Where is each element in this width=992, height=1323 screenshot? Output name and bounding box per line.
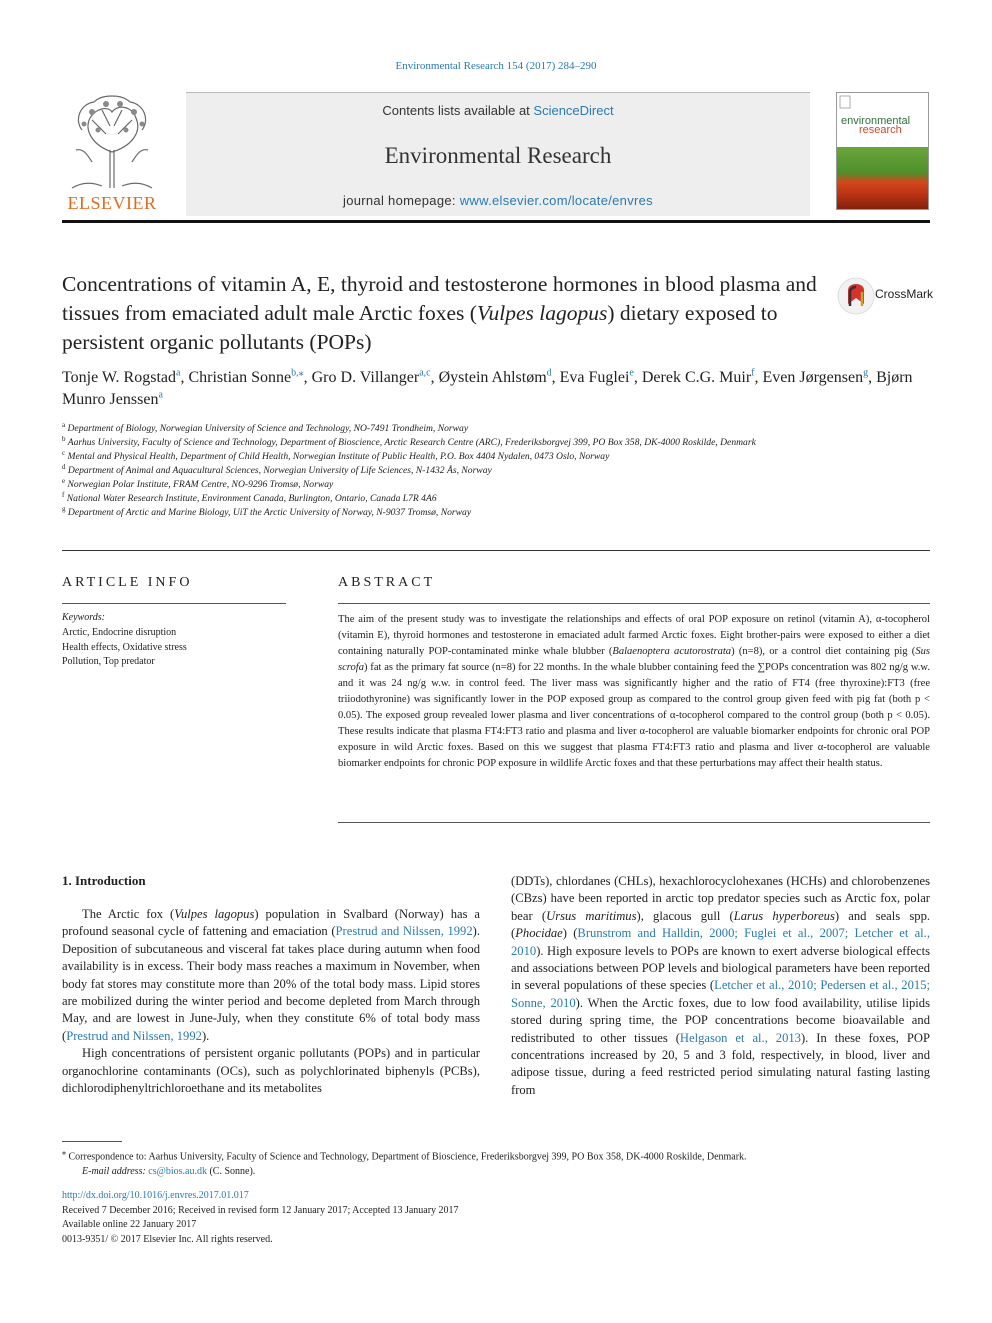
affiliation-list bbox=[62, 422, 922, 520]
affiliation-text: National Water Research Institute, Environment Canada, Burlington, Ontario, Canada L7R 4A6 bbox=[64, 493, 437, 504]
author-name[interactable]: Christian Sonne bbox=[188, 369, 292, 386]
citation-link[interactable]: Helgason et al., 2013 bbox=[679, 1030, 801, 1045]
abstract-species: Sus scrofa bbox=[338, 646, 930, 673]
body-column-left bbox=[62, 906, 480, 1097]
keywords-list bbox=[62, 626, 286, 670]
email-link[interactable]: cs@bios.au.dk bbox=[148, 1166, 207, 1178]
section-divider bbox=[62, 550, 930, 551]
homepage-link[interactable]: www.elsevier.com/locate/envres bbox=[459, 193, 653, 208]
title-part2: ) dietary exposed to persistent organic pollutants (POPs) bbox=[62, 301, 778, 354]
footnote-star: ⁎ bbox=[62, 1148, 66, 1157]
citation-link[interactable]: Prestrud and Nilssen, 1992 bbox=[335, 924, 473, 939]
cover-mini-logo-icon bbox=[837, 93, 929, 113]
affiliation-item bbox=[62, 450, 922, 464]
author-affiliation-marker[interactable]: e bbox=[629, 367, 634, 379]
affiliation-text: Mental and Physical Health, Department of Child Health, Norwegian Institute of Public Health, P.O. Box 4404 Nydalen, 0473 Oslo, Norway bbox=[65, 451, 610, 462]
affiliation-key: c bbox=[62, 448, 66, 457]
abstract-seg: The aim of the present study was to investigate the relationships and effects of oral POP exposure on retinol (vitamin A), α-tocopherol (vitamin E), thyroid hormones and testosterone in emaciated adult farmed Arctic foxes. Eight brother-pairs were exposed to either a diet containing naturally POP-contaminated minke whale blubber ( bbox=[338, 614, 930, 657]
available-online: Available online 22 January 2017 bbox=[62, 1219, 197, 1230]
correspondence-footnote bbox=[62, 1146, 930, 1180]
author-affiliation-marker[interactable]: b,⁎ bbox=[291, 367, 304, 379]
author-name[interactable]: Tonje W. Rogstad bbox=[62, 369, 176, 386]
affiliation-item bbox=[62, 492, 922, 506]
correspondence-address: Correspondence to: Aarhus University, Faculty of Science and Technology, Department of Bioscience, Frederiksborgvej 399, PO Box 358, DK-4000 Roskilde, Denmark. bbox=[66, 1151, 747, 1163]
abstract-seg: ) (n=8), or a control diet containing pig ( bbox=[731, 646, 916, 657]
affiliation-item bbox=[62, 436, 922, 450]
title-species: Vulpes lagopus bbox=[476, 301, 608, 325]
author-name[interactable]: Eva Fuglei bbox=[559, 369, 630, 386]
body-text: ) population in Svalbard (Norway) has a profound seasonal cycle of fattening and emaciation ( bbox=[62, 907, 481, 939]
author-name[interactable]: Even Jørgensen bbox=[762, 369, 864, 386]
doi-link[interactable]: http://dx.doi.org/10.1016/j.envres.2017.01.017 bbox=[62, 1190, 249, 1201]
journal-homepage-line bbox=[186, 193, 810, 208]
sciencedirect-link[interactable]: ScienceDirect bbox=[533, 103, 614, 118]
citation-link[interactable]: Prestrud and Nilssen, 1992 bbox=[66, 1028, 202, 1043]
copyright-line: 0013-9351/ © 2017 Elsevier Inc. All rights reserved. bbox=[62, 1233, 273, 1245]
abstract-species: Balaenoptera acutorostrata bbox=[612, 646, 732, 657]
affiliation-key: f bbox=[62, 490, 65, 499]
abstract-seg: ) fat as the primary fat source (n=8) for 22 months. In the whale blubber containing feed the ∑POPs concentration was 802 ng/g w.w. and it was 24 ng/g w.w. in control feed. The liver mass was significantly higher and the ratio of FT4 (free thyroxine):FT3 (free triiodothyronine) was significantly lower in the POP exposed group as compared to the control group given feed with pig fat (both p < 0.05). The exposed group revealed lower plasma and liver concentrations of α-tocopherol compared to the control group (both p < 0.05). These results indicate that plasma FT4:FT3 ratio and plasma and liver α-tocopherol are valuable biomarker endpoints for chronic oral POP exposure in wild Arctic foxes. Based on this we suggest that plasma FT4:FT3 ratio and plasma and liver α-tocopherol are valuable biomarker endpoints for chronic POP exposure in wildlife Arctic foxes and that these perturbations may affect their health status. bbox=[338, 662, 930, 769]
author-affiliation-marker[interactable]: d bbox=[546, 367, 552, 379]
author-affiliation-marker[interactable]: a bbox=[176, 367, 181, 379]
affiliation-text: Department of Arctic and Marine Biology, UiT the Arctic University of Norway, N-9037 Tromsø, Norway bbox=[65, 507, 472, 518]
journal-citation[interactable]: Environmental Research 154 (2017) 284–290 bbox=[395, 60, 597, 72]
affiliation-item bbox=[62, 422, 922, 436]
author-list: Tonje W. Rogstad$^a$, Christian Sonne$^{b,⁎}$, Gro D. Villanger$^{a,c}$, Øystein Ahlstøm$^d$, Eva Fuglei$^e$, Derek C.G. Muir$^f$, Even Jørgensen$^g$, Bjørn Munro Jenssen$^a$ bbox=[62, 367, 913, 408]
author-affiliation-marker[interactable]: f bbox=[751, 367, 755, 379]
journal-cover-thumbnail[interactable] bbox=[836, 92, 929, 210]
cover-title-line2: research bbox=[859, 124, 902, 136]
species-name: Phocidae bbox=[515, 926, 563, 941]
article-info-heading: ARTICLE INFO bbox=[62, 575, 193, 590]
body-text: ) and seals spp. ( bbox=[511, 908, 931, 941]
keywords-label: Keywords: bbox=[62, 612, 105, 623]
author-name[interactable]: Øystein Ahlstøm bbox=[438, 369, 547, 386]
citation-link[interactable]: Brunstrom and Halldin, 2000; Fuglei et al., 2007; Letcher et al., 2010 bbox=[511, 926, 930, 958]
article-title bbox=[62, 270, 822, 357]
body-text: ). High exposure levels to POPs are known to exert adverse biological effects and associations between POP levels and biological parameters have been reported in several populations of these species ( bbox=[511, 943, 930, 993]
body-text: ). Deposition of subcutaneous and visceral fat takes place during autumn when food availability is in excess. Their body mass reaches a maximum in November, when body fat stores may constitute more than 20% of the total body mass. Lipid stores are mobilized during the winter period and become depleted from March through May, and are lowest in June-July, when they constitute 6% of total body mass ( bbox=[62, 924, 480, 1043]
journal-name: Environmental Research bbox=[384, 143, 612, 168]
email-line bbox=[62, 1165, 930, 1180]
affiliation-key: b bbox=[62, 434, 66, 443]
email-suffix: (C. Sonne). bbox=[206, 1166, 256, 1178]
body-text: ) ( bbox=[562, 926, 578, 941]
keyword-line: Pollution, Top predator bbox=[62, 656, 155, 668]
affiliation-key: e bbox=[62, 476, 66, 485]
elsevier-wordmark: ELSEVIER bbox=[67, 193, 157, 213]
abstract-text bbox=[338, 612, 930, 772]
contents-available-line bbox=[186, 103, 810, 118]
footnote-rule bbox=[62, 1141, 122, 1142]
body-text: The Arctic fox ( bbox=[82, 907, 175, 921]
affiliation-key: d bbox=[62, 462, 66, 471]
affiliation-text: Department of Animal and Aquacultural Sciences, Norwegian University of Life Sciences, N-1432 Ås, Norway bbox=[65, 465, 492, 476]
contents-prefix: Contents lists available at bbox=[382, 103, 534, 118]
species-name: Vulpes lagopus bbox=[174, 907, 255, 921]
author-affiliation-marker[interactable]: a,c bbox=[419, 367, 431, 379]
article-info-rule bbox=[62, 603, 286, 604]
affiliation-key: g bbox=[62, 504, 66, 513]
body-text: ). When the Arctic foxes, due to low food availability, utilise lipids stored during spring time, the POP concentrations become bioavailable and redistributed to other tissues ( bbox=[511, 995, 931, 1045]
author-affiliation-marker[interactable]: g bbox=[863, 367, 869, 379]
journal-header-banner bbox=[186, 92, 810, 216]
keyword-line: Health effects, Oxidative stress bbox=[62, 641, 187, 653]
publication-history bbox=[62, 1189, 930, 1247]
body-text: ). bbox=[201, 1028, 210, 1043]
affiliation-key: a bbox=[62, 420, 66, 429]
body-text: (DDTs), chlordanes (CHLs), hexachlorocyclohexanes (HCHs) and chlorobenzenes (CBzs) have been reported in arctic top predator species such as Arctic fox, polar bear ( bbox=[511, 874, 930, 923]
abstract-heading: ABSTRACT bbox=[338, 575, 436, 590]
affiliation-item bbox=[62, 464, 922, 478]
keyword-line: Arctic, Endocrine disruption bbox=[62, 627, 177, 638]
species-name: Larus hyperboreus bbox=[733, 908, 835, 923]
title-part1: Concentrations of vitamin A, E, thyroid and testosterone hormones in blood plasma and tissues from emaciated adult male Arctic foxes ( bbox=[62, 272, 817, 325]
cover-image-band bbox=[837, 147, 929, 210]
affiliation-text: Aarhus University, Faculty of Science and Technology, Department of Bioscience, Arctic Research Centre (ARC), Frederiksborgvej 399, PO Box 358, DK-4000 Roskilde, Denmark bbox=[65, 437, 756, 448]
homepage-prefix: journal homepage: bbox=[343, 193, 460, 208]
affiliation-item bbox=[62, 478, 922, 492]
email-label: E-mail address: bbox=[82, 1166, 146, 1178]
body-text: ), glacous gull ( bbox=[636, 908, 734, 923]
author-name[interactable]: Derek C.G. Muir bbox=[641, 369, 752, 386]
correspondence-line bbox=[62, 1146, 930, 1165]
body-text: ). In these foxes, POP concentrations increased by 20, 5 and 3 fold, respectively, in blood, liver and adipose tissue, during a feed restricted period simulating natural fasting lasting from bbox=[511, 1030, 931, 1097]
affiliation-item bbox=[62, 506, 922, 520]
author-name[interactable]: Gro D. Villanger bbox=[311, 369, 420, 386]
affiliation-text: Norwegian Polar Institute, FRAM Centre, NO-9296 Tromsø, Norway bbox=[65, 479, 334, 490]
introduction-heading: 1. Introduction bbox=[62, 873, 146, 888]
body-column-right bbox=[511, 873, 930, 1099]
received-dates: Received 7 December 2016; Received in revised form 12 January 2017; Accepted 13 January 2017 bbox=[62, 1204, 459, 1216]
crossmark-label[interactable]: CrossMark bbox=[875, 287, 934, 301]
intro-paragraph-2 bbox=[62, 1045, 480, 1097]
abstract-rule-top bbox=[338, 603, 930, 604]
species-name: Ursus maritimus bbox=[546, 908, 637, 923]
cover-title-line1: environmental bbox=[841, 115, 911, 127]
body-text: High concentrations of persistent organic pollutants (POPs) and in particular organochlorine contaminants (OCs), such as polychlorinated biphenyls (PCBs), dichlorodiphenyltrichloroethane and its metabolites bbox=[62, 1046, 480, 1096]
affiliation-text: Department of Biology, Norwegian University of Science and Technology, NO-7491 Trondheim, Norway bbox=[65, 423, 469, 434]
author-name[interactable]: Bjørn Munro Jenssen bbox=[62, 369, 913, 408]
citation-link[interactable]: Letcher et al., 2010; Pedersen et al., 2015; Sonne, 2010 bbox=[511, 978, 930, 1010]
author-affiliation-marker[interactable]: a bbox=[158, 389, 163, 401]
intro-paragraph-1 bbox=[62, 906, 480, 1045]
abstract-rule-bottom bbox=[338, 822, 930, 823]
crossmark-icon[interactable] bbox=[836, 276, 876, 316]
header-divider bbox=[62, 220, 930, 223]
